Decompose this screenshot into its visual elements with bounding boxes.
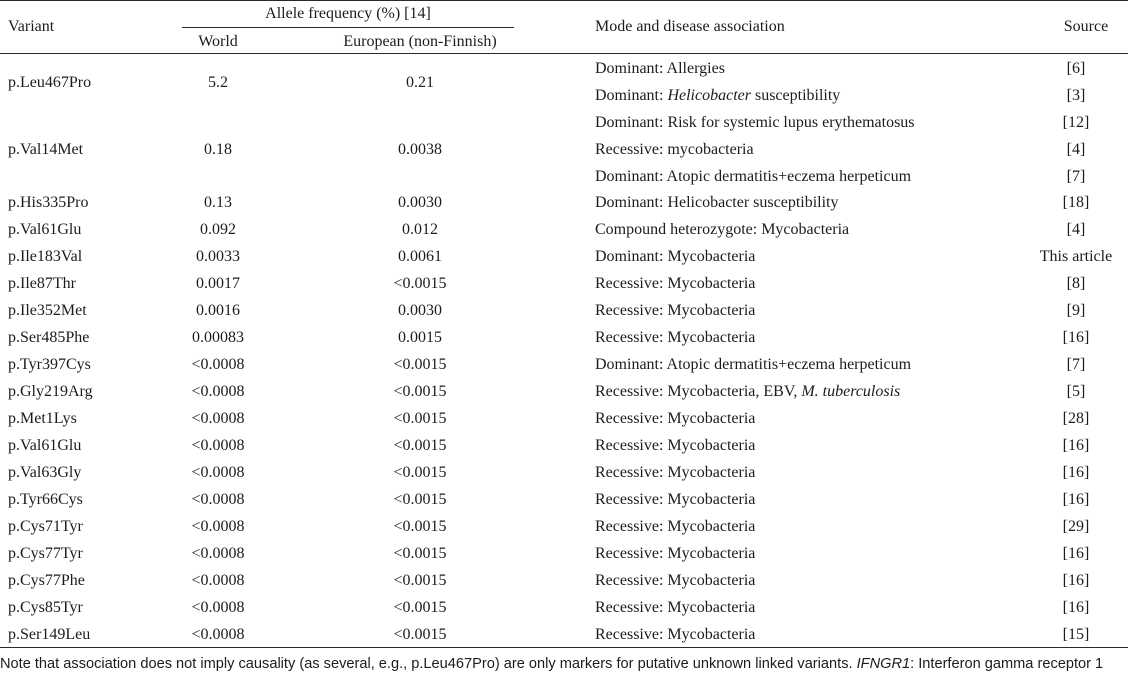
table-row bbox=[0, 514, 1128, 541]
european-frequency-cell: <0.0015 bbox=[393, 599, 447, 616]
table-row bbox=[0, 244, 1128, 271]
mode-italic-text: M. tuberculosis bbox=[801, 383, 901, 400]
header-mode: Mode and disease association bbox=[595, 18, 785, 35]
variant-cell: p.His335Pro bbox=[8, 194, 89, 211]
source-cell: [8] bbox=[1066, 275, 1086, 292]
mode-text: Recessive: Mycobacteria, EBV, bbox=[595, 383, 802, 400]
header-world: World bbox=[198, 33, 238, 50]
mode-cell: Recessive: Mycobacteria bbox=[595, 545, 756, 562]
mode-cell: Dominant: Mycobacteria bbox=[595, 248, 756, 265]
source-cell: [16] bbox=[1062, 599, 1090, 616]
table-row bbox=[0, 352, 1128, 379]
world-frequency-cell: 0.18 bbox=[204, 141, 232, 158]
header-allele-frequency: Allele frequency (%) [14] bbox=[265, 5, 431, 22]
source-cell: [7] bbox=[1066, 168, 1086, 185]
mode-cell: Recessive: mycobacteria bbox=[595, 141, 754, 158]
world-frequency-cell: <0.0008 bbox=[191, 626, 245, 643]
world-frequency-cell: 0.0033 bbox=[196, 248, 240, 265]
european-frequency-cell: <0.0015 bbox=[393, 518, 447, 535]
world-frequency-cell: <0.0008 bbox=[191, 383, 245, 400]
world-frequency-cell: 0.00083 bbox=[192, 329, 244, 346]
bottom-rule bbox=[0, 647, 1128, 648]
mode-cell: Dominant: Atopic dermatitis+eczema herpeticum bbox=[595, 168, 912, 185]
world-frequency-cell: 0.0016 bbox=[196, 302, 240, 319]
variant-cell: p.Val14Met bbox=[8, 141, 84, 158]
header-rule bbox=[0, 53, 1128, 54]
mode-cell: Recessive: Mycobacteria bbox=[595, 491, 756, 508]
variant-cell: p.Ile352Met bbox=[8, 302, 87, 319]
table-row bbox=[0, 406, 1128, 433]
mode-cell: Dominant: Allergies bbox=[595, 60, 725, 77]
source-cell: [5] bbox=[1066, 383, 1086, 400]
mode-cell: Recessive: Mycobacteria bbox=[595, 329, 756, 346]
variant-cell: p.Tyr66Cys bbox=[8, 491, 83, 508]
world-frequency-cell: 0.092 bbox=[200, 221, 236, 238]
source-cell: [3] bbox=[1066, 87, 1086, 104]
mode-cell: Recessive: Mycobacteria bbox=[595, 572, 756, 589]
european-frequency-cell: 0.21 bbox=[406, 74, 434, 91]
european-frequency-cell: 0.0061 bbox=[398, 248, 442, 265]
world-frequency-cell: <0.0008 bbox=[191, 437, 245, 454]
european-frequency-cell: <0.0015 bbox=[393, 491, 447, 508]
variant-cell: p.Cys85Tyr bbox=[8, 599, 83, 616]
mode-cell: Dominant: Helicobacter susceptibility bbox=[595, 194, 839, 211]
footnote-gene: IFNGR1 bbox=[856, 656, 911, 672]
mode-cell: Dominant: Atopic dermatitis+eczema herpeticum bbox=[595, 356, 912, 373]
footnote-text: Note that association does not imply causality (as several, e.g., p.Leu467Pro) are only markers for putative unknown linked variants. bbox=[0, 656, 857, 672]
table-row bbox=[0, 298, 1128, 325]
world-frequency-cell: <0.0008 bbox=[191, 464, 245, 481]
variant-cell: p.Ile183Val bbox=[8, 248, 83, 265]
source-cell: [4] bbox=[1066, 221, 1086, 238]
european-frequency-cell: 0.0030 bbox=[398, 194, 442, 211]
table-row bbox=[0, 595, 1128, 622]
mode-cell: Recessive: Mycobacteria bbox=[595, 518, 756, 535]
source-cell: [16] bbox=[1062, 545, 1090, 562]
header-european: European (non-Finnish) bbox=[343, 33, 497, 50]
table-row bbox=[0, 487, 1128, 514]
world-frequency-cell: <0.0008 bbox=[191, 518, 245, 535]
world-frequency-cell: <0.0008 bbox=[191, 491, 245, 508]
source-cell: [16] bbox=[1062, 572, 1090, 589]
mode-cell: Recessive: Mycobacteria bbox=[595, 302, 756, 319]
european-frequency-cell: <0.0015 bbox=[393, 437, 447, 454]
table-row bbox=[0, 622, 1128, 649]
table-row bbox=[0, 568, 1128, 595]
mode-text: susceptibility bbox=[750, 87, 841, 104]
source-cell: [16] bbox=[1062, 464, 1090, 481]
european-frequency-cell: <0.0015 bbox=[393, 545, 447, 562]
world-frequency-cell: <0.0008 bbox=[191, 356, 245, 373]
table-footnote bbox=[0, 654, 1126, 675]
source-cell: [16] bbox=[1062, 329, 1090, 346]
mode-cell: Recessive: Mycobacteria bbox=[595, 599, 756, 616]
header-source: Source bbox=[1063, 18, 1109, 35]
source-cell: [28] bbox=[1062, 410, 1090, 427]
variant-cell: p.Gly219Arg bbox=[8, 383, 93, 400]
variant-cell: p.Tyr397Cys bbox=[8, 356, 91, 373]
table-row bbox=[0, 325, 1128, 352]
european-frequency-cell: 0.0015 bbox=[398, 329, 442, 346]
table-row bbox=[0, 164, 1128, 191]
mode-cell bbox=[595, 86, 840, 106]
mode-cell: Compound heterozygote: Mycobacteria bbox=[595, 221, 850, 238]
world-frequency-cell: <0.0008 bbox=[191, 572, 245, 589]
mode-cell: Recessive: Mycobacteria bbox=[595, 437, 756, 454]
table-row bbox=[0, 56, 1128, 91]
table-row bbox=[0, 541, 1128, 568]
european-frequency-cell: <0.0015 bbox=[393, 410, 447, 427]
variant-cell: p.Cys71Tyr bbox=[8, 518, 83, 535]
variant-cell: p.Cys77Phe bbox=[8, 572, 85, 589]
table-row bbox=[0, 460, 1128, 487]
mode-cell: Dominant: Risk for systemic lupus erythematosus bbox=[595, 114, 915, 131]
table-row bbox=[0, 110, 1128, 137]
world-frequency-cell: 0.13 bbox=[204, 194, 232, 211]
source-cell: [16] bbox=[1062, 491, 1090, 508]
source-cell: [4] bbox=[1066, 141, 1086, 158]
european-frequency-cell: <0.0015 bbox=[393, 356, 447, 373]
mode-cell: Recessive: Mycobacteria bbox=[595, 464, 756, 481]
source-cell: [6] bbox=[1066, 60, 1086, 77]
allele-frequency-rule bbox=[182, 27, 514, 28]
source-cell: [16] bbox=[1062, 437, 1090, 454]
source-cell: [15] bbox=[1062, 626, 1090, 643]
table-row bbox=[0, 190, 1128, 217]
european-frequency-cell: <0.0015 bbox=[393, 626, 447, 643]
source-cell: [18] bbox=[1062, 194, 1090, 211]
mode-text: Dominant: bbox=[595, 87, 668, 104]
variant-cell: p.Val61Glu bbox=[8, 221, 82, 238]
world-frequency-cell: <0.0008 bbox=[191, 545, 245, 562]
table-row bbox=[0, 137, 1128, 164]
source-cell: [7] bbox=[1066, 356, 1086, 373]
table-row bbox=[0, 217, 1128, 244]
mode-cell: Recessive: Mycobacteria bbox=[595, 626, 756, 643]
source-cell: [12] bbox=[1062, 114, 1090, 131]
variant-cell: p.Ile87Thr bbox=[8, 275, 76, 292]
mode-cell: Recessive: Mycobacteria bbox=[595, 275, 756, 292]
table-row bbox=[0, 271, 1128, 298]
source-cell: This article bbox=[1039, 248, 1113, 265]
world-frequency-cell: 0.0017 bbox=[196, 275, 240, 292]
world-frequency-cell: 5.2 bbox=[208, 74, 228, 91]
variant-cell: p.Cys77Tyr bbox=[8, 545, 83, 562]
european-frequency-cell: 0.012 bbox=[402, 221, 438, 238]
mode-italic-text: Helicobacter bbox=[667, 87, 751, 104]
mode-cell bbox=[595, 382, 900, 402]
variant-cell: p.Leu467Pro bbox=[8, 74, 92, 91]
header-variant: Variant bbox=[8, 18, 55, 35]
top-rule bbox=[0, 0, 1128, 1]
source-cell: [9] bbox=[1066, 302, 1086, 319]
table-row bbox=[0, 433, 1128, 460]
variant-cell: p.Ser149Leu bbox=[8, 626, 91, 643]
variant-cell: p.Met1Lys bbox=[8, 410, 77, 427]
variant-cell: p.Ser485Phe bbox=[8, 329, 90, 346]
variant-cell: p.Val63Gly bbox=[8, 464, 82, 481]
world-frequency-cell: <0.0008 bbox=[191, 599, 245, 616]
european-frequency-cell: <0.0015 bbox=[393, 464, 447, 481]
european-frequency-cell: <0.0015 bbox=[393, 572, 447, 589]
european-frequency-cell: 0.0030 bbox=[398, 302, 442, 319]
world-frequency-cell: <0.0008 bbox=[191, 410, 245, 427]
footnote-text-after: : Interferon gamma receptor 1 bbox=[910, 656, 1104, 672]
table-row bbox=[0, 83, 1128, 110]
mode-cell: Recessive: Mycobacteria bbox=[595, 410, 756, 427]
source-cell: [29] bbox=[1062, 518, 1090, 535]
european-frequency-cell: 0.0038 bbox=[398, 141, 442, 158]
table-row bbox=[0, 379, 1128, 406]
european-frequency-cell: <0.0015 bbox=[393, 383, 447, 400]
european-frequency-cell: <0.0015 bbox=[393, 275, 447, 292]
variant-cell: p.Val61Glu bbox=[8, 437, 82, 454]
